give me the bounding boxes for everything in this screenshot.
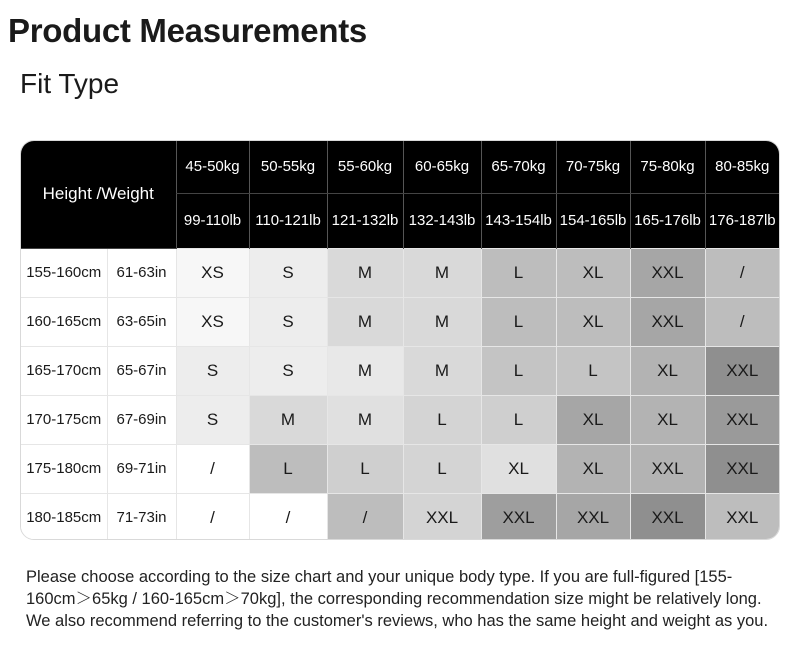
- weight-kg-header: 75-80kg: [630, 141, 705, 193]
- height-in-cell: 65-67in: [107, 346, 176, 395]
- size-cell: XL: [556, 297, 630, 346]
- size-cell: /: [249, 493, 327, 540]
- size-cell: S: [176, 346, 249, 395]
- size-cell: L: [481, 346, 556, 395]
- size-cell: XL: [556, 248, 630, 297]
- weight-lb-header: 110-121lb: [249, 193, 327, 248]
- size-cell: M: [249, 395, 327, 444]
- corner-header: Height /Weight: [21, 141, 176, 248]
- weight-kg-header: 55-60kg: [327, 141, 403, 193]
- size-cell: XXL: [403, 493, 481, 540]
- table-row: [21, 346, 779, 395]
- size-cell: XL: [481, 444, 556, 493]
- weight-lb-header: 132-143lb: [403, 193, 481, 248]
- size-cell: L: [481, 395, 556, 444]
- size-cell: M: [327, 395, 403, 444]
- size-cell: S: [249, 248, 327, 297]
- size-cell: XXL: [556, 493, 630, 540]
- size-cell: XXL: [705, 395, 779, 444]
- size-cell: M: [403, 248, 481, 297]
- height-in-cell: 69-71in: [107, 444, 176, 493]
- height-in-cell: 63-65in: [107, 297, 176, 346]
- size-cell: XL: [630, 346, 705, 395]
- height-in-cell: 67-69in: [107, 395, 176, 444]
- weight-kg-row: [21, 141, 779, 193]
- weight-lb-header: 99-110lb: [176, 193, 249, 248]
- size-cell: S: [249, 346, 327, 395]
- size-cell: S: [176, 395, 249, 444]
- size-cell: XS: [176, 297, 249, 346]
- size-cell: L: [249, 444, 327, 493]
- height-cm-cell: 160-165cm: [21, 297, 107, 346]
- size-cell: XXL: [705, 444, 779, 493]
- size-cell: XXL: [630, 444, 705, 493]
- weight-kg-header: 80-85kg: [705, 141, 779, 193]
- size-cell: XXL: [630, 248, 705, 297]
- size-chart-table: [20, 140, 780, 540]
- size-cell: XXL: [481, 493, 556, 540]
- size-cell: XXL: [705, 346, 779, 395]
- page-title: Product Measurements: [8, 12, 367, 49]
- height-cm-cell: 175-180cm: [21, 444, 107, 493]
- weight-kg-header: 45-50kg: [176, 141, 249, 193]
- weight-lb-header: 154-165lb: [556, 193, 630, 248]
- weight-lb-header: 121-132lb: [327, 193, 403, 248]
- weight-lb-header: 176-187lb: [705, 193, 779, 248]
- size-cell: /: [327, 493, 403, 540]
- weight-kg-header: 60-65kg: [403, 141, 481, 193]
- height-in-cell: 61-63in: [107, 248, 176, 297]
- table-row: [21, 444, 779, 493]
- table-row: [21, 248, 779, 297]
- size-cell: L: [403, 395, 481, 444]
- size-cell: XXL: [630, 493, 705, 540]
- weight-lb-header: 143-154lb: [481, 193, 556, 248]
- size-cell: M: [327, 248, 403, 297]
- size-cell: /: [705, 248, 779, 297]
- height-cm-cell: 155-160cm: [21, 248, 107, 297]
- size-cell: XL: [556, 444, 630, 493]
- weight-lb-header: 165-176lb: [630, 193, 705, 248]
- size-cell: /: [176, 444, 249, 493]
- size-cell: L: [327, 444, 403, 493]
- size-cell: /: [176, 493, 249, 540]
- size-cell: XXL: [705, 493, 779, 540]
- weight-kg-header: 65-70kg: [481, 141, 556, 193]
- size-cell: XS: [176, 248, 249, 297]
- section-title: Fit Type: [20, 68, 120, 99]
- size-cell: L: [481, 248, 556, 297]
- height-cm-cell: 165-170cm: [21, 346, 107, 395]
- height-cm-cell: 170-175cm: [21, 395, 107, 444]
- size-cell: XL: [556, 395, 630, 444]
- size-cell: M: [403, 346, 481, 395]
- size-cell: M: [403, 297, 481, 346]
- size-cell: M: [327, 297, 403, 346]
- size-cell: L: [481, 297, 556, 346]
- weight-kg-header: 70-75kg: [556, 141, 630, 193]
- size-cell: L: [556, 346, 630, 395]
- size-cell: M: [327, 346, 403, 395]
- size-cell: L: [403, 444, 481, 493]
- weight-kg-header: 50-55kg: [249, 141, 327, 193]
- table-row: [21, 395, 779, 444]
- size-cell: XXL: [630, 297, 705, 346]
- size-cell: XL: [630, 395, 705, 444]
- size-cell: S: [249, 297, 327, 346]
- height-in-cell: 71-73in: [107, 493, 176, 540]
- size-note: Please choose according to the size chart and your unique body type. If you are full-figured [155-160cm＞65kg / 160-165cm＞70kg], the corresponding recommendation size might be relatively long. We also recommend referring to the customer's reviews, who has the same height and weight as you.: [26, 568, 769, 630]
- table-row: [21, 493, 779, 540]
- table-row: [21, 297, 779, 346]
- size-cell: /: [705, 297, 779, 346]
- height-cm-cell: 180-185cm: [21, 493, 107, 540]
